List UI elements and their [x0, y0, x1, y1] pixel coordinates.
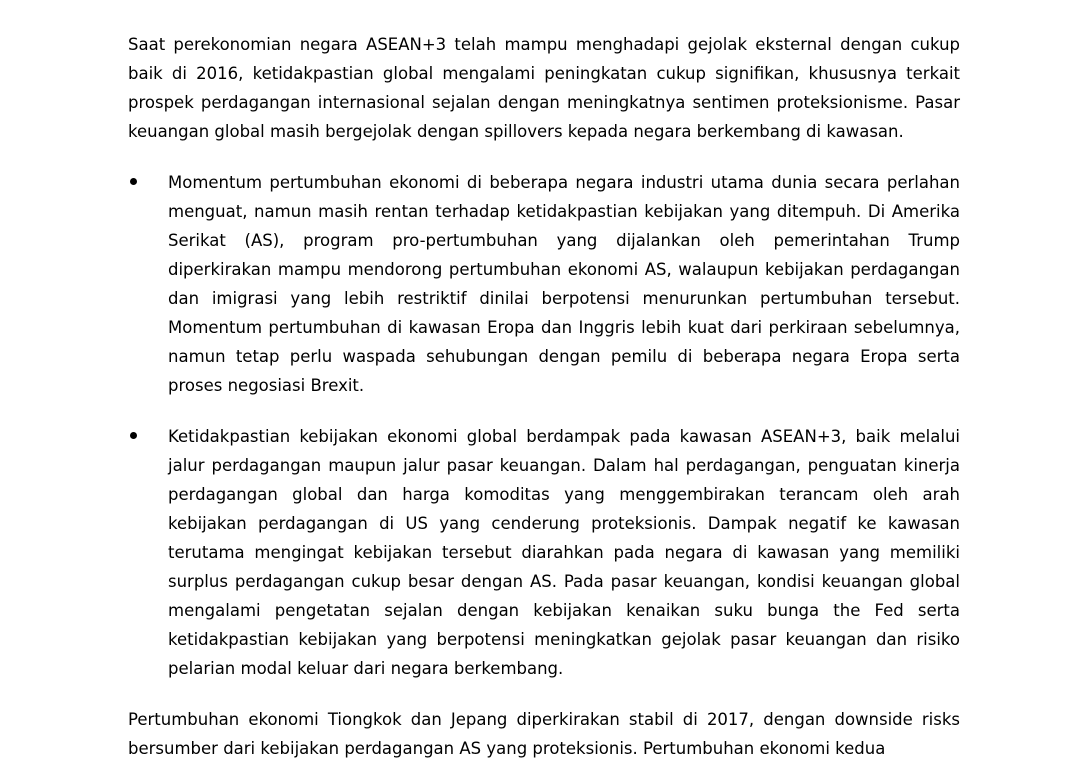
- bullet-list: [128, 168, 960, 683]
- intro-paragraph: Saat perekonomian negara ASEAN+3 telah mampu menghadapi gejolak eksternal dengan cukup baik di 2016, ketidakpastian global mengalami peningkatan cukup signifikan, khususnya terkait prospek perdagangan internasional sejalan dengan meningkatnya sentimen proteksionisme. Pasar keuangan global masih bergejolak dengan spillovers kepada negara berkembang di kawasan.: [128, 35, 960, 141]
- list-item: [128, 422, 960, 683]
- closing-paragraph: Pertumbuhan ekonomi Tiongkok dan Jepang diperkirakan stabil di 2017, dengan downside risks bersumber dari kebijakan perdagangan AS yang proteksionis. Pertumbuhan ekonomi kedua: [128, 710, 960, 758]
- list-item-text: Ketidakpastian kebijakan ekonomi global berdampak pada kawasan ASEAN+3, baik melalui jalur perdagangan maupun jalur pasar keuangan. Dalam hal perdagangan, penguatan kinerja perdagangan global dan harga komoditas yang menggembirakan terancam oleh arah kebijakan perdagangan di US yang cenderung proteksionis. Dampak negatif ke kawasan terutama mengingat kebijakan tersebut diarahkan pada negara di kawasan yang memiliki surplus perdagangan cukup besar dengan AS. Pada pasar keuangan, kondisi keuangan global mengalami pengetatan sejalan dengan kebijakan kenaikan suku bunga the Fed serta ketidakpastian kebijakan yang berpotensi meningkatkan gejolak pasar keuangan dan risiko pelarian modal keluar dari negara berkembang.: [168, 427, 960, 678]
- bullet-dot-icon: [130, 178, 137, 185]
- bullet-dot-icon: [130, 432, 137, 439]
- list-item-text: Momentum pertumbuhan ekonomi di beberapa negara industri utama dunia secara perlahan menguat, namun masih rentan terhadap ketidakpastian kebijakan yang ditempuh. Di Amerika Serikat (AS), program pro-pertumbuhan yang dijalankan oleh pemerintahan Trump diperkirakan mampu mendorong pertumbuhan ekonomi AS, walaupun kebijakan perdagangan dan imigrasi yang lebih restriktif dinilai berpotensi menurunkan pertumbuhan tersebut. Momentum pertumbuhan di kawasan Eropa dan Inggris lebih kuat dari perkiraan sebelumnya, namun tetap perlu waspada sehubungan dengan pemilu di beberapa negara Eropa serta proses negosiasi Brexit.: [168, 173, 960, 395]
- list-item: [128, 168, 960, 400]
